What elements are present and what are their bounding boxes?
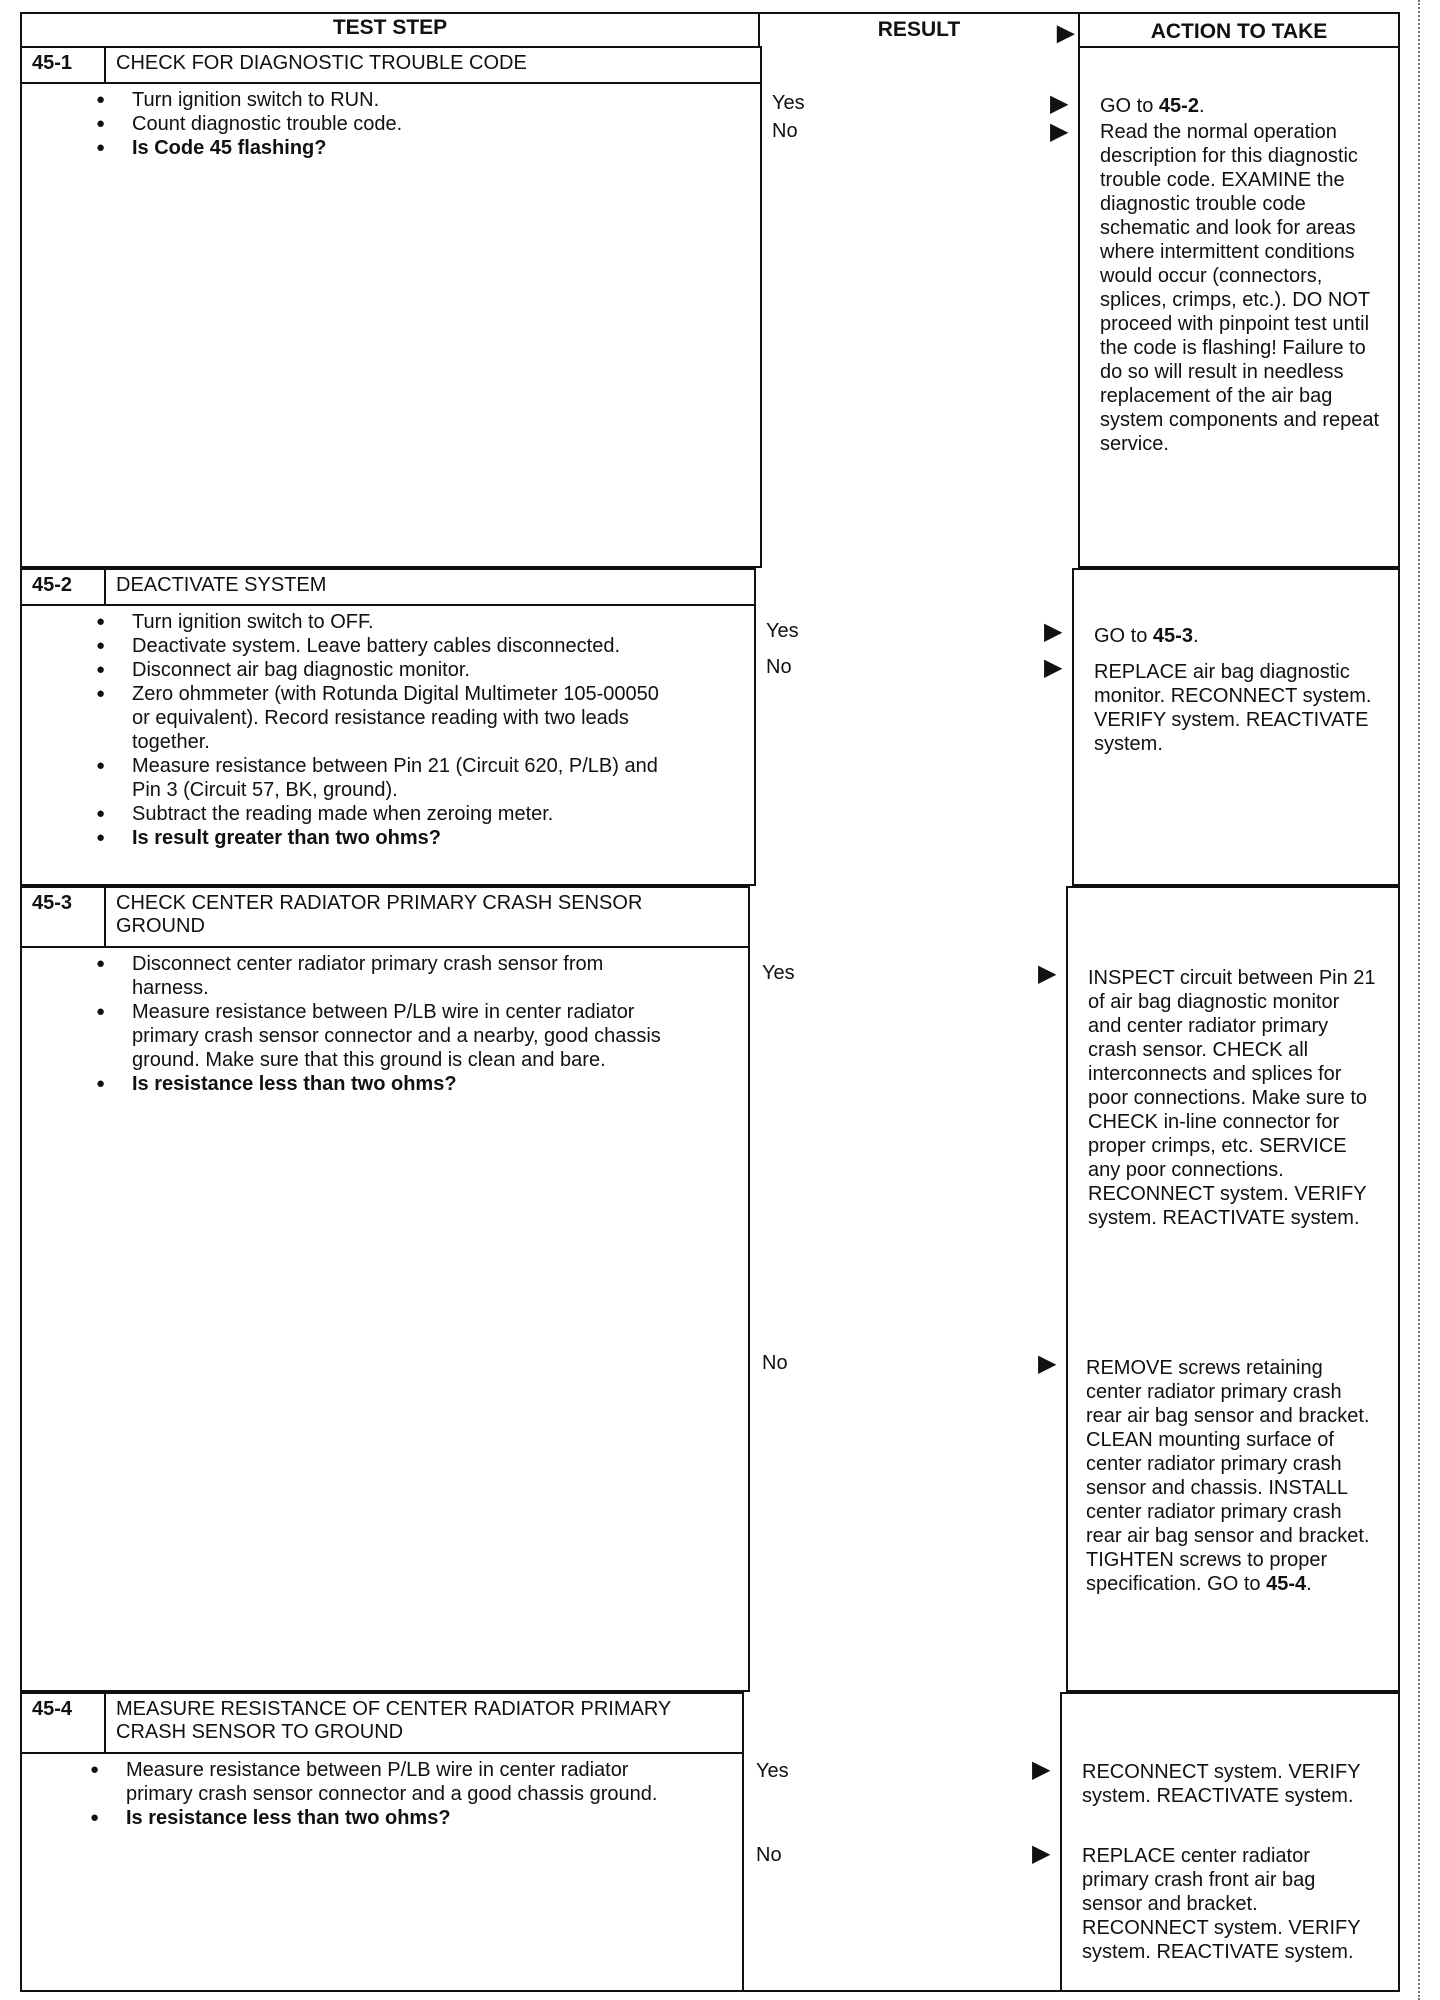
action-tail: . [1192,625,1199,647]
result-yes: Yes [766,620,799,642]
step-instructions [22,88,692,160]
test-step-45-3 [20,886,1400,1692]
result-yes: Yes [772,92,805,114]
result-no: No [772,120,798,142]
step-header [22,1694,744,1754]
action-text-no: REPLACE air bag diagnostic monitor. RECONNECT system. VERIFY system. REACTIVATE system. [1094,661,1372,755]
step-title: CHECK CENTER RADIATOR PRIMARY CRASH SENSOR GROUND [116,892,643,937]
test-step-45-4 [20,1692,1400,1992]
instruction-item: ● Subtract the reading made when zeroing meter. [132,802,672,826]
instruction-item: ● Turn ignition switch to OFF. [132,610,672,634]
step-title: MEASURE RESISTANCE OF CENTER RADIATOR PRIMARY CRASH SENSOR TO GROUND [116,1698,671,1743]
action-tail: . [1198,95,1205,117]
instruction-item: ● Zero ohmmeter (with Rotunda Digital Multimeter 105-00050 or equivalent). Record resistance reading with two leads together. [132,682,672,754]
result-yes: Yes [762,962,795,984]
result-no: No [756,1844,782,1866]
action-text-yes [1100,94,1380,118]
step-question: ● Is result greater than two ohms? [132,826,672,850]
test-step-45-2 [20,568,1400,886]
step-header [22,888,750,948]
arrow-right-icon: ▶ [1038,960,1057,987]
step-header [22,48,762,84]
action-text-yes: INSPECT circuit between Pin 21 of air bag diagnostic monitor and center radiator primary crash sensor. CHECK all interconnects and splices for poor connections. Make sure to CHECK in-line connector for proper crimps, etc. SERVICE any poor connections. RECONNECT system. VERIFY system. REACTIVATE system. [1088,967,1376,1229]
step-title: CHECK FOR DIAGNOSTIC TROUBLE CODE [116,52,527,74]
action-text-no: Read the normal operation description for this diagnostic trouble code. EXAMINE the diagnostic trouble code schematic and look for areas where intermittent conditions would occur (connectors, splices, crimps, etc.). DO NOT proceed with pinpoint test until the code is flashing! Failure to do so will result in needless replacement of the air bag system components and repeat service. [1100,121,1380,455]
result-no: No [762,1352,788,1374]
instruction-item: ● Disconnect center radiator primary crash sensor from harness. [132,952,672,1000]
step-question: ● Is resistance less than two ohms? [126,1806,686,1830]
step-number: 45-1 [22,48,106,82]
instruction-item: ● Count diagnostic trouble code. [132,112,692,136]
arrow-right-icon: ▶ [1044,618,1063,645]
arrow-right-icon: ▶ [1032,1840,1051,1867]
step-instructions [22,1758,686,1830]
instruction-item: ● Disconnect air bag diagnostic monitor. [132,658,672,682]
goto-step-ref: 45-2 [1158,95,1199,117]
action-text-yes [1094,624,1374,648]
result-cell [760,46,762,568]
action-text-no [1086,1356,1378,1596]
step-instructions [22,952,672,1096]
step-question: ● Is Code 45 flashing? [132,136,692,160]
test-step-cell [20,46,762,568]
action-text-no: REPLACE center radiator primary crash front air bag sensor and bracket. RECONNECT system. VERIFY system. REACTIVATE system. [1082,1845,1361,1963]
test-step-cell [20,886,750,1692]
result-header [760,12,1078,48]
diagnostic-test-table [20,12,1400,1994]
goto-step-ref: 45-4 [1266,1573,1307,1595]
instruction-item: ● Turn ignition switch to RUN. [132,88,692,112]
test-step-header: TEST STEP [20,12,760,48]
result-yes: Yes [756,1760,789,1782]
test-step-45-1 [20,46,1400,568]
arrow-right-icon: ▶ [1050,118,1069,145]
arrow-right-icon: ▶ [1038,1350,1057,1377]
arrow-right-icon: ▶ [1050,90,1069,117]
step-question: ● Is resistance less than two ohms? [132,1072,672,1096]
action-text-yes: RECONNECT system. VERIFY system. REACTIVATE system. [1082,1761,1361,1807]
result-cell [754,568,756,886]
step-number: 45-3 [22,888,106,946]
action-text: REMOVE screws retaining center radiator primary crash rear air bag sensor and bracket. CLEAN mounting surface of center radiator primary crash sensor and chassis. INSTALL center radiator primary crash rear air bag sensor and bracket. TIGHTEN screws to proper specification. GO to [1086,1357,1370,1595]
step-instructions [22,610,672,850]
result-cell [742,1692,1062,1992]
goto-step-ref: 45-3 [1152,625,1193,647]
arrow-right-icon: ▶ [1057,20,1074,45]
step-number: 45-4 [22,1694,106,1752]
instruction-item: ● Measure resistance between P/LB wire in center radiator primary crash sensor connector and a good chassis ground. [126,1758,686,1806]
step-number: 45-2 [22,570,106,604]
instruction-item: ● Deactivate system. Leave battery cables disconnected. [132,634,672,658]
action-text: GO to [1100,95,1159,117]
instruction-item: ● Measure resistance between P/LB wire in center radiator primary crash sensor connector and a nearby, good chassis ground. Make sure that this ground is clean and bare. [132,1000,672,1072]
test-step-cell [20,1692,744,1992]
page-edge-perforation [1418,0,1420,2000]
step-title: DEACTIVATE SYSTEM [116,574,327,596]
step-header [22,570,756,606]
result-cell [748,886,750,1692]
result-no: No [766,656,792,678]
instruction-item: ● Measure resistance between Pin 21 (Circuit 620, P/LB) and Pin 3 (Circuit 57, BK, ground). [132,754,672,802]
arrow-right-icon: ▶ [1044,654,1063,681]
test-step-cell [20,568,756,886]
action-text: GO to [1094,625,1153,647]
arrow-right-icon: ▶ [1032,1756,1051,1783]
result-header-label: RESULT [877,18,961,41]
action-header: ACTION TO TAKE [1078,12,1400,48]
action-tail: . [1306,1573,1312,1595]
